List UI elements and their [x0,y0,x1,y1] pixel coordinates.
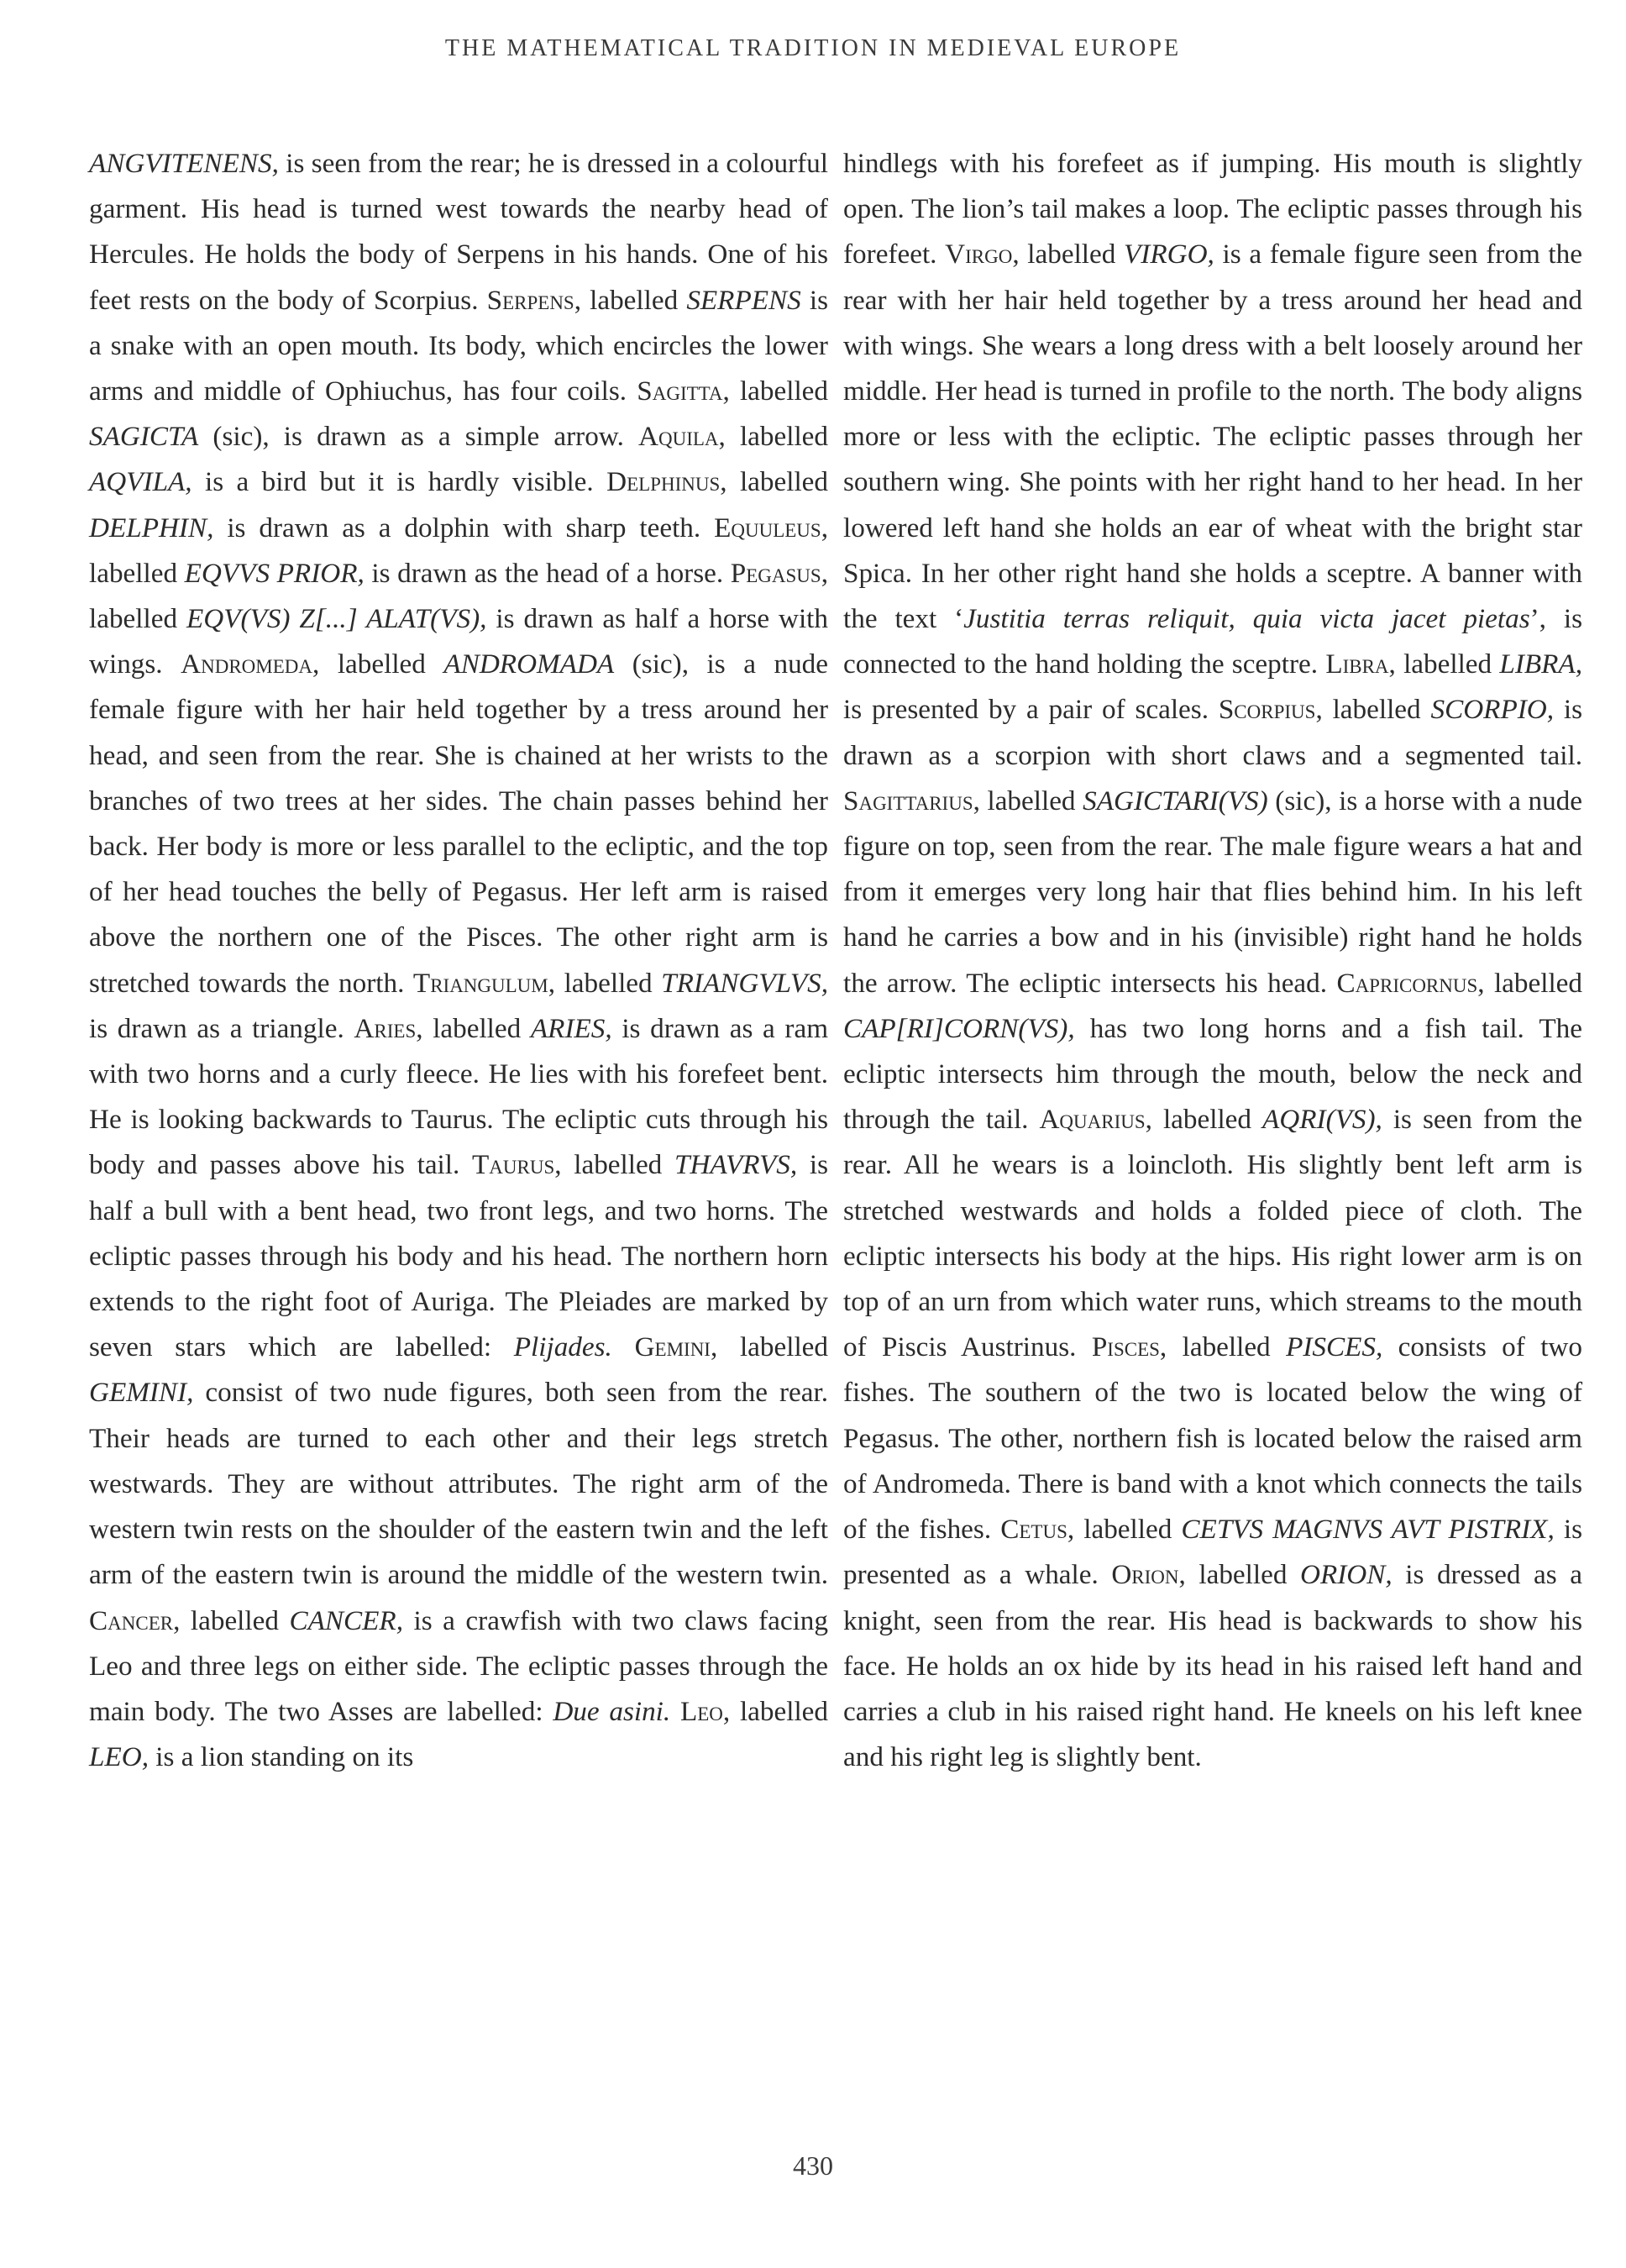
italic-run: LIBRA, [1499,648,1582,680]
italic-run: EQV(VS) Z[...] ALAT(VS), [186,603,487,635]
constellation-name: Libra [1325,648,1389,680]
constellation-name: Sagittarius [843,785,973,816]
italic-run: ANDROMADA [443,648,615,680]
constellation-name: Equuleus [714,512,821,543]
text-run: is a lion standing on its [149,1741,414,1773]
text-run: is a snake with an open mouth. Its body, which encircles the lower arms and middle of Ophiuchus, has four coils. [89,284,828,407]
italic-run: EQVVS PRIOR, [184,557,365,589]
text-run: is drawn as half a horse with wings. [89,603,829,680]
text-run: , labelled [1178,1559,1300,1591]
constellation-name: Pisces [1091,1331,1160,1363]
constellation-name: Andromeda [181,648,312,680]
text-run: , labelled [89,512,828,589]
italic-run: SCORPIO, [1430,694,1555,726]
text-run: ’, is connected to the hand holding the sceptre. [843,603,1582,680]
constellation-name: Gemini [634,1331,711,1363]
text-run: , labelled [89,557,828,635]
italic-run: Justitia terras reliquit, quia victa jacet pietas [963,603,1530,635]
italic-run: ANGVITENENS, [89,148,279,179]
italic-run: CETVS MAGNVS AVT PISTRIX, [1181,1514,1555,1546]
text-run: , labelled [720,466,828,498]
constellation-name: Taurus [472,1149,555,1181]
constellation-name: Aquila [638,421,719,453]
constellation-name: Orion [1111,1559,1179,1591]
constellation-name: Delphinus [606,466,721,498]
text-run: , labelled [973,785,1083,816]
constellation-name: Cancer [89,1604,174,1636]
text-run: , labelled [1012,239,1125,270]
text-run: (sic), is drawn as a simple arrow. [198,421,639,453]
text-run: hindlegs with his forefeet as if jumping. His mouth is slightly open. The lion’s tail makes a loop. The ecliptic passes through his forefeet. [843,148,1582,270]
italic-run: DELPHIN, [89,512,214,543]
italic-run: Plijades. [513,1331,612,1363]
italic-run: TRIANGVLVS, [661,967,828,999]
text-run: is a crawfish with two claws facing Leo and three legs on either side. The ecliptic passes through the main body. The two Asses are labelled: [89,1604,828,1727]
constellation-name: Capricornus [1336,967,1478,999]
constellation-name: Serpens [486,284,574,316]
constellation-name: Aquarius [1039,1104,1146,1136]
italic-run: SERPENS [686,284,801,316]
text-run: (sic), is a horse with a nude figure on top, seen from the rear. The male figure wears a hat and from it emerges very long hair that flies behind him. In his left hand he carries a bow and in his (invisible) right hand he holds the arrow. The ecliptic intersects his head. [843,785,1582,999]
text-run: is drawn as the head of a horse. [364,557,731,589]
text-run: , labelled [1159,1331,1287,1363]
text-run: , labelled [554,1149,674,1181]
text-run: , labelled [1145,1104,1262,1136]
italic-run: ORION, [1300,1559,1393,1591]
text-run: is seen from the rear. All he wears is a loincloth. His slightly bent left arm is stretched westwards and holds a folded piece of cloth. The ecliptic intersects his body at the hips. His right lower arm is on top of an urn from which water runs, which streams to the mouth of Piscis Austrinus. [843,1104,1582,1363]
italic-run: ARIES, [530,1012,612,1044]
italic-run: SAGICTARI(VS) [1083,785,1268,816]
constellation-name: Aries [354,1012,417,1044]
body-paragraph-left [89,141,828,1780]
text-run: has two long horns and a fish tail. The ecliptic intersects him through the mouth, below the neck and through the tail. [843,1012,1582,1136]
text-run [612,1331,635,1362]
text-run: , labelled [722,375,828,407]
text-run: , labelled [548,967,662,999]
text-run: , labelled [1388,648,1500,680]
constellation-name: Scorpius [1218,694,1316,726]
text-run: , labelled [416,1012,531,1044]
text-run: , labelled [1477,967,1583,999]
italic-run: GEMINI, [89,1377,194,1409]
page-number: 430 [793,2150,833,2181]
italic-run: THAVRVS, [674,1149,798,1181]
text-run: is seen from the rear; he is dressed in a colourful garment. His head is turned west towards the nearby head of Hercules. He holds the body of Serpens in his hands. One of his feet rests on the body of Scorpius. [89,148,828,316]
running-header: THE MATHEMATICAL TRADITION IN MEDIEVAL EUROPE [444,35,1182,61]
text-run: , labelled [1067,1514,1182,1546]
italic-run: CAP[RI]CORN(VS), [843,1012,1075,1044]
text-run: is drawn as a triangle. [89,1012,354,1044]
constellation-name: Cetus [1000,1514,1067,1546]
text-run: (sic), is a nude female figure with her hair held together by a tress around her head, and seen from the rear. She is chained at her wrists to the branches of two trees at her sides. The chain passes behind her back. Her body is more or less parallel to the ecliptic, and the top of her head touches the belly of Pegasus. Her left arm is raised above the northern one of the Pisces. The other right arm is stretched towards the north. [89,648,828,999]
constellation-name: Leo [679,1695,723,1727]
text-run: , labelled [710,1331,829,1363]
text-column-right [843,141,1582,1780]
text-run [670,1696,680,1727]
text-run: , labelled [312,648,444,680]
text-run: , labelled [718,421,828,453]
constellation-name: Triangulum [412,967,548,999]
text-run: is dressed as a knight, seen from the rear. His head is backwards to show his face. He holds an ox hide by its head in his raised left hand and carries a club in his raised right hand. He kneels on his left knee and his right leg is slightly bent. [843,1559,1583,1773]
text-run: consists of two fishes. The southern of the two is located below the wing of Pegasus. The other, northern fish is located below the raised arm of Andromeda. There is band with a knot which connects the tails of the fishes. [843,1331,1582,1546]
italic-run: AQVILA, [89,466,192,498]
body-paragraph-right [843,141,1582,1780]
text-run: , labelled [574,284,687,316]
italic-run: CANCER, [289,1604,403,1636]
text-run: is a bird but it is hardly visible. [191,466,607,498]
constellation-name: Sagitta [637,375,723,407]
italic-run: VIRGO, [1124,239,1214,270]
text-run: is drawn as a dolphin with sharp teeth. [213,512,715,543]
text-run: is drawn as a ram with two horns and a curly fleece. He lies with his forefeet bent. He is looking backwards to Taurus. The ecliptic cuts through his body and passes above his tail. [89,1012,829,1181]
text-run: consist of two nude figures, both seen from the rear. Their heads are turned to each other and their legs stretch westwards. They are without attributes. The right arm of the western twin rests on the shoulder of the eastern twin and the left arm of the eastern twin is around the middle of the western twin. [89,1377,828,1591]
text-run: , labelled [173,1604,290,1636]
italic-run: PISCES, [1286,1331,1383,1363]
constellation-name: Virgo [945,239,1013,270]
text-column-left [89,141,828,1780]
text-run: , labelled [722,1695,828,1727]
text-run: is presented as a whale. [843,1514,1582,1591]
italic-run: Due asini. [553,1695,671,1727]
text-run: is half a bull with a bent head, two front legs, and two horns. The ecliptic passes through his body and his head. The northern horn extends to the right foot of Auriga. The Pleiades are marked by seven stars which are labelled: [89,1149,828,1363]
constellation-name: Pegasus [730,557,821,589]
text-run: is presented by a pair of scales. [843,694,1219,726]
italic-run: SAGICTA [89,421,199,453]
text-run: , labelled [1315,694,1431,726]
text-run: is a female figure seen from the rear with her hair held together by a tress around her head and with wings. She wears a long dress with a belt loosely around her middle. Her head is turned in profile to the north. The body aligns more or less with the ecliptic. The ecliptic passes through her southern wing. She points with her right hand to her head. In her lowered left hand she holds an ear of wheat with the bright star Spica. In her other right hand she holds a sceptre. A banner with the text ‘ [843,239,1582,635]
italic-run: LEO, [89,1741,149,1773]
text-run: is drawn as a scorpion with short claws and a segmented tail. [843,694,1583,771]
italic-run: AQRI(VS), [1262,1104,1382,1136]
